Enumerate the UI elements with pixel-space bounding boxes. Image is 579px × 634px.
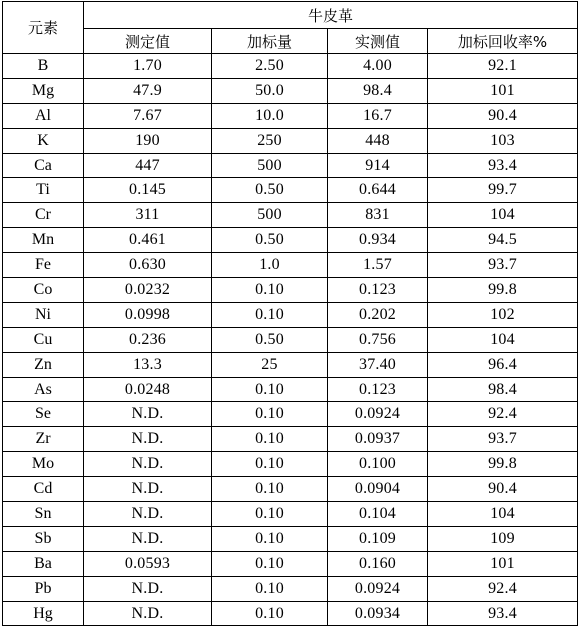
recovery-cell: 104 bbox=[428, 327, 578, 352]
recovery-cell: 101 bbox=[428, 551, 578, 576]
spike-cell: 1.0 bbox=[212, 253, 328, 278]
found-cell: 831 bbox=[328, 203, 428, 228]
measured-cell: N.D. bbox=[84, 402, 212, 427]
found-cell: 0.0904 bbox=[328, 477, 428, 502]
table-row bbox=[3, 551, 578, 576]
spike-cell: 0.10 bbox=[212, 302, 328, 327]
found-cell: 4.00 bbox=[328, 54, 428, 79]
element-cell: Hg bbox=[3, 601, 84, 626]
recovery-cell: 99.7 bbox=[428, 178, 578, 203]
table-row bbox=[3, 203, 578, 228]
header-measured: 测定值 bbox=[84, 29, 212, 54]
found-cell: 0.123 bbox=[328, 278, 428, 303]
table-row bbox=[3, 54, 578, 79]
measured-cell: N.D. bbox=[84, 427, 212, 452]
table-row bbox=[3, 128, 578, 153]
element-cell: Zn bbox=[3, 352, 84, 377]
spike-cell: 0.50 bbox=[212, 327, 328, 352]
header-spike: 加标量 bbox=[212, 29, 328, 54]
element-cell: Al bbox=[3, 103, 84, 128]
found-cell: 0.0934 bbox=[328, 601, 428, 626]
recovery-cell: 109 bbox=[428, 526, 578, 551]
element-cell: Sb bbox=[3, 526, 84, 551]
measured-cell: 190 bbox=[84, 128, 212, 153]
element-cell: Mn bbox=[3, 228, 84, 253]
spike-cell: 50.0 bbox=[212, 78, 328, 103]
table-row bbox=[3, 103, 578, 128]
recovery-cell: 93.4 bbox=[428, 153, 578, 178]
spike-cell: 0.10 bbox=[212, 526, 328, 551]
found-cell: 0.109 bbox=[328, 526, 428, 551]
spike-cell: 0.10 bbox=[212, 502, 328, 527]
table-row bbox=[3, 78, 578, 103]
element-cell: Cd bbox=[3, 477, 84, 502]
measured-cell: N.D. bbox=[84, 452, 212, 477]
measured-cell: N.D. bbox=[84, 477, 212, 502]
recovery-table bbox=[2, 1, 578, 626]
found-cell: 0.0924 bbox=[328, 576, 428, 601]
measured-cell: 0.461 bbox=[84, 228, 212, 253]
found-cell: 0.202 bbox=[328, 302, 428, 327]
spike-cell: 0.10 bbox=[212, 551, 328, 576]
measured-cell: 7.67 bbox=[84, 103, 212, 128]
measured-cell: 0.236 bbox=[84, 327, 212, 352]
spike-cell: 0.10 bbox=[212, 601, 328, 626]
measured-cell: N.D. bbox=[84, 526, 212, 551]
table-row bbox=[3, 278, 578, 303]
element-cell: Mg bbox=[3, 78, 84, 103]
recovery-cell: 96.4 bbox=[428, 352, 578, 377]
found-cell: 0.934 bbox=[328, 228, 428, 253]
found-cell: 0.644 bbox=[328, 178, 428, 203]
spike-cell: 0.10 bbox=[212, 402, 328, 427]
measured-cell: 311 bbox=[84, 203, 212, 228]
spike-cell: 0.10 bbox=[212, 278, 328, 303]
element-cell: Pb bbox=[3, 576, 84, 601]
measured-cell: 47.9 bbox=[84, 78, 212, 103]
table-row bbox=[3, 477, 578, 502]
measured-cell: N.D. bbox=[84, 601, 212, 626]
header-row-columns bbox=[3, 29, 578, 54]
element-cell: Cu bbox=[3, 327, 84, 352]
element-cell: Cr bbox=[3, 203, 84, 228]
element-cell: Mo bbox=[3, 452, 84, 477]
recovery-cell: 101 bbox=[428, 78, 578, 103]
recovery-cell: 93.7 bbox=[428, 253, 578, 278]
measured-cell: 0.0248 bbox=[84, 377, 212, 402]
spike-cell: 0.10 bbox=[212, 377, 328, 402]
element-cell: Zr bbox=[3, 427, 84, 452]
table-row bbox=[3, 402, 578, 427]
measured-cell: 0.0998 bbox=[84, 302, 212, 327]
table-row bbox=[3, 228, 578, 253]
header-element: 元素 bbox=[3, 2, 84, 54]
element-cell: Ni bbox=[3, 302, 84, 327]
measured-cell: 0.630 bbox=[84, 253, 212, 278]
recovery-cell: 92.4 bbox=[428, 402, 578, 427]
found-cell: 0.756 bbox=[328, 327, 428, 352]
table-row bbox=[3, 427, 578, 452]
found-cell: 98.4 bbox=[328, 78, 428, 103]
measured-cell: N.D. bbox=[84, 502, 212, 527]
table-row bbox=[3, 502, 578, 527]
table-row bbox=[3, 178, 578, 203]
element-cell: Fe bbox=[3, 253, 84, 278]
recovery-cell: 90.4 bbox=[428, 477, 578, 502]
spike-cell: 250 bbox=[212, 128, 328, 153]
measured-cell: 0.145 bbox=[84, 178, 212, 203]
element-cell: Co bbox=[3, 278, 84, 303]
table-row bbox=[3, 302, 578, 327]
spike-cell: 0.50 bbox=[212, 178, 328, 203]
element-cell: Se bbox=[3, 402, 84, 427]
table-row bbox=[3, 253, 578, 278]
spike-cell: 500 bbox=[212, 203, 328, 228]
found-cell: 0.123 bbox=[328, 377, 428, 402]
found-cell: 0.100 bbox=[328, 452, 428, 477]
measured-cell: 447 bbox=[84, 153, 212, 178]
element-cell: Ba bbox=[3, 551, 84, 576]
spike-cell: 500 bbox=[212, 153, 328, 178]
spike-cell: 10.0 bbox=[212, 103, 328, 128]
element-cell: Sn bbox=[3, 502, 84, 527]
table-row bbox=[3, 153, 578, 178]
recovery-cell: 93.4 bbox=[428, 601, 578, 626]
found-cell: 0.104 bbox=[328, 502, 428, 527]
found-cell: 0.0924 bbox=[328, 402, 428, 427]
recovery-cell: 99.8 bbox=[428, 278, 578, 303]
found-cell: 37.40 bbox=[328, 352, 428, 377]
header-found: 实测值 bbox=[328, 29, 428, 54]
element-cell: B bbox=[3, 54, 84, 79]
element-cell: Ca bbox=[3, 153, 84, 178]
table-row bbox=[3, 377, 578, 402]
element-cell: As bbox=[3, 377, 84, 402]
header-sample-group: 牛皮革 bbox=[84, 2, 578, 29]
measured-cell: 1.70 bbox=[84, 54, 212, 79]
spike-cell: 0.10 bbox=[212, 477, 328, 502]
spike-cell: 0.10 bbox=[212, 452, 328, 477]
measured-cell: 0.0593 bbox=[84, 551, 212, 576]
table-row bbox=[3, 576, 578, 601]
spike-cell: 0.50 bbox=[212, 228, 328, 253]
spike-cell: 2.50 bbox=[212, 54, 328, 79]
measured-cell: 0.0232 bbox=[84, 278, 212, 303]
header-row-group bbox=[3, 2, 578, 29]
found-cell: 914 bbox=[328, 153, 428, 178]
table-row bbox=[3, 327, 578, 352]
found-cell: 448 bbox=[328, 128, 428, 153]
table-row bbox=[3, 526, 578, 551]
recovery-cell: 104 bbox=[428, 502, 578, 527]
measured-cell: N.D. bbox=[84, 576, 212, 601]
found-cell: 1.57 bbox=[328, 253, 428, 278]
found-cell: 0.0937 bbox=[328, 427, 428, 452]
recovery-cell: 104 bbox=[428, 203, 578, 228]
table-row bbox=[3, 601, 578, 626]
spike-cell: 25 bbox=[212, 352, 328, 377]
spike-cell: 0.10 bbox=[212, 576, 328, 601]
recovery-cell: 94.5 bbox=[428, 228, 578, 253]
recovery-cell: 93.7 bbox=[428, 427, 578, 452]
found-cell: 0.160 bbox=[328, 551, 428, 576]
element-cell: Ti bbox=[3, 178, 84, 203]
recovery-cell: 90.4 bbox=[428, 103, 578, 128]
header-recovery: 加标回收率% bbox=[428, 29, 578, 54]
measured-cell: 13.3 bbox=[84, 352, 212, 377]
recovery-cell: 92.1 bbox=[428, 54, 578, 79]
spike-cell: 0.10 bbox=[212, 427, 328, 452]
recovery-cell: 103 bbox=[428, 128, 578, 153]
recovery-cell: 92.4 bbox=[428, 576, 578, 601]
element-cell: K bbox=[3, 128, 84, 153]
found-cell: 16.7 bbox=[328, 103, 428, 128]
table-body bbox=[3, 54, 578, 626]
recovery-cell: 99.8 bbox=[428, 452, 578, 477]
table-row bbox=[3, 452, 578, 477]
recovery-cell: 102 bbox=[428, 302, 578, 327]
recovery-cell: 98.4 bbox=[428, 377, 578, 402]
table-row bbox=[3, 352, 578, 377]
